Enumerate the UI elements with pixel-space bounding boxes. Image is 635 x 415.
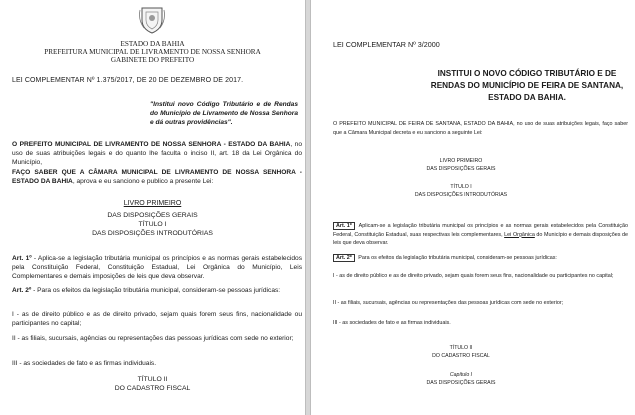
lei-organica-link[interactable]: Lei Orgânica [504,231,535,238]
intro-rest: , no uso de suas atribuições legais e do quanto lhe faculta o inciso II, art. 18 da Lei Orgânica do Município, [12,141,303,166]
cadastro-heading: DO CADASTRO FISCAL [114,385,191,392]
intro-paragraph-right: O PREFEITO MUNICIPAL DE FEIRA DE SANTANA, ESTADO DA BAHIA, no uso de suas atribuições legais, faço saber que a Câmara Municipal decreta e eu sanciono a seguinte Lei: [333,121,628,136]
inciso-1-right: I - as de direito público e as de direito privado, sejam quais forem seus fins, nacionalidade ou participantes no capital; [333,273,614,279]
coat-of-arms-icon [138,4,166,34]
art2-label: Art. 2º [12,287,32,294]
header-prefeitura: PREFEITURA MUNICIPAL DE LIVRAMENTO DE NOSSA SENHORA [44,48,261,56]
inciso-2: II - as filiais, sucursais, agências ou representações das pessoas jurídicas com sede no exterior; [12,335,294,342]
capitulo-heading-right: Capítulo I [449,372,473,378]
inciso-2-right: II - as filiais, sucursais, agências ou representações das pessoas jurídicas com sede no exterior; [333,300,564,306]
cadastro-heading-right: DO CADASTRO FISCAL [432,353,490,359]
article-1 [12,254,302,281]
left-document-page [0,0,305,415]
titulo-heading: TÍTULO I [138,221,167,228]
art1-text-b: do Município e demais disposições de leis que deva observar. [333,231,628,247]
disp-gerais-heading-right: DAS DISPOSIÇÕES GERAIS [426,166,496,172]
intro-bold: O PREFEITO MUNICIPAL DE LIVRAMENTO DE NOSSA SENHORA - ESTADO DA BAHIA [12,141,291,148]
law-heading-right: INSTITUI O NOVO CÓDIGO TRIBUTÁRIO E DE RENDAS DO MUNICÍPIO DE FEIRA DE SANTANA, ESTADO DA BAHIA. [430,69,624,102]
faco-bold: FAÇO SABER QUE A CÂMARA MUNICIPAL DE LIVRAMENTO DE NOSSA SENHORA - ESTADO DA BAHIA [12,169,302,185]
right-document-page [311,0,635,415]
article-1-right [333,222,628,248]
art1-label: Art. 1º [12,255,32,262]
article-2 [12,286,302,295]
art2-label-right: Art. 2º [333,254,355,262]
disp-gerais-heading: DAS DISPOSIÇÕES GERAIS [107,212,198,219]
faco-rest: , aprova e eu sanciono e publico a presente Lei: [72,178,214,185]
titulo2-heading: TÍTULO II [137,376,168,383]
art1-text: - Aplica-se a legislação tributária municipal os princípios e as normas gerais estabelecidos pela Constituição Federal, Constituição Estadual, Lei Orgânica do Município, Leis Complementares e demais imposições de leis que deva observar. [12,255,302,280]
inciso-1: I - as de direito público e as de direito privado, sejam quais forem seus fins, nacionalidade ou participantes no capital; [12,311,302,327]
livro-heading-right: LIVRO PRIMEIRO [439,158,483,164]
inciso-3: III - as sociedades de fato e as firmas individuais. [12,360,157,367]
disp-intro-heading-right: DAS DISPOSIÇÕES INTRODUTÓRIAS [414,192,508,198]
faco-saber-paragraph [12,168,302,186]
disp-intro-heading: DAS DISPOSIÇÕES INTRODUTÓRIAS [92,230,213,237]
disp-gerais2-heading-right: DAS DISPOSIÇÕES GERAIS [426,380,496,386]
art2-text-right: Para os efeitos da legislação tributária municipal, consideram-se pessoas jurídicas: [356,255,557,261]
intro-paragraph [12,140,302,167]
law-title: LEI COMPLEMENTAR Nº 1.375/2017, DE 20 DE DEZEMBRO DE 2017. [12,77,244,84]
art2-text: - Para os efeitos da legislação tributária municipal, consideram-se pessoas jurídicas: [31,287,281,294]
art1-label-right: Art. 1º [333,222,355,230]
art1-text-a: Aplicam-se a legislação tributária municipal os princípios e as normas gerais estabelecidos pela Constituição Federal, Constituição Estadual, suas respectivas leis complementares, [333,223,628,238]
header-state: ESTADO DA BAHIA [120,40,185,48]
titulo-heading-right: TÍTULO I [450,184,472,190]
header-gabinete: GABINETE DO PREFEITO [110,56,195,64]
livro-heading: LIVRO PRIMEIRO [123,200,182,207]
inciso-3-right: III - as sociedades de fato e as firmas individuais. [333,320,451,326]
law-ementa: "Institui novo Código Tributário e de Rendas do Município de Livramento de Nossa Senhora e dá outras providências". [150,101,298,126]
article-2-right [333,254,628,263]
law-title-right: LEI COMPLEMENTAR Nº 3/2000 [333,40,440,49]
titulo2-heading-right: TÍTULO II [449,345,473,351]
